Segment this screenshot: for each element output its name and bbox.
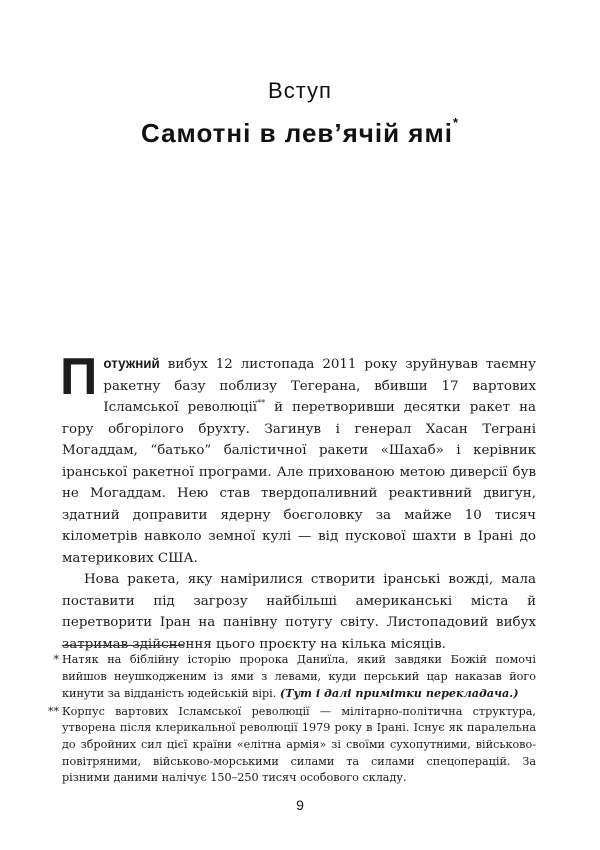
chapter-title xyxy=(0,115,600,149)
paragraph-2: Нова ракета, яку намірилися створити іранські вожді, мала поставити під загрозу найбільші американські міста й перетворити Іран на панівну потугу світу. Листопадовий вибух затримав здійснення цього проєкту на кілька місяців. xyxy=(62,572,536,652)
footnote-2 xyxy=(48,704,536,787)
page-number: 9 xyxy=(296,797,304,813)
title-footnote-mark: * xyxy=(452,115,459,130)
footnotes xyxy=(48,652,536,788)
body-text xyxy=(60,348,536,655)
lead-word: отужний xyxy=(103,356,160,371)
footnote-mark: * xyxy=(53,653,59,666)
footnote-reference: ** xyxy=(257,398,266,408)
translator-note: (Тут і далі примітки перекладача.) xyxy=(279,686,519,701)
paragraph-1-text-b: й перетворивши десятки ракет на гору обгорілого брухту. Загинув і генерал Хасан Теграні Могаддам, “батько” балістичної ракети «Шахаб» і керівник іранської ракетної програми. Але прихованою метою диверсії був не Могаддам. Нею став твердопаливний реактивний двигун, здатний доправити ядерну боєголовку за майже 10 тисяч кілометрів навколо земної кулі — від пускової шахти в Ірані до материкових США. xyxy=(62,400,536,566)
footnote-mark: ** xyxy=(48,704,59,718)
footnote-1 xyxy=(53,652,536,703)
paragraph-1-text-a: вибух 12 листопада 2011 року зруйнував таємну ракетну базу поблизу Тегерана, вбивши 17 вартових Ісламської революції xyxy=(103,357,536,415)
footnote-text: Натяк на біблійну історію пророка Даниїла, який завдяки Божій помочі вийшов неушкодженим із ями з левами, куди перський цар наказав його кинути за відданість юдейській вірі. xyxy=(62,653,536,701)
paragraph-1 xyxy=(60,348,536,569)
chapter-title-text: Самотні в лев’ячій ямі xyxy=(141,118,453,148)
drop-cap: П xyxy=(60,348,98,406)
footnote-text: Корпус вартових Ісламської революції — мілітарно-політична структура, утворена після клерикальної революції 1979 року в Ірані. Існує як паралельна до збройних сил цієї країни «елітна армія» зі своїми сухопутними, військово-повітряними, військово-морськими силами та силами спецоперацій. За різними даними налічує 150–250 тисяч особового складу. xyxy=(62,704,536,785)
section-label: Вступ xyxy=(268,78,332,103)
footnote-divider xyxy=(62,645,184,646)
